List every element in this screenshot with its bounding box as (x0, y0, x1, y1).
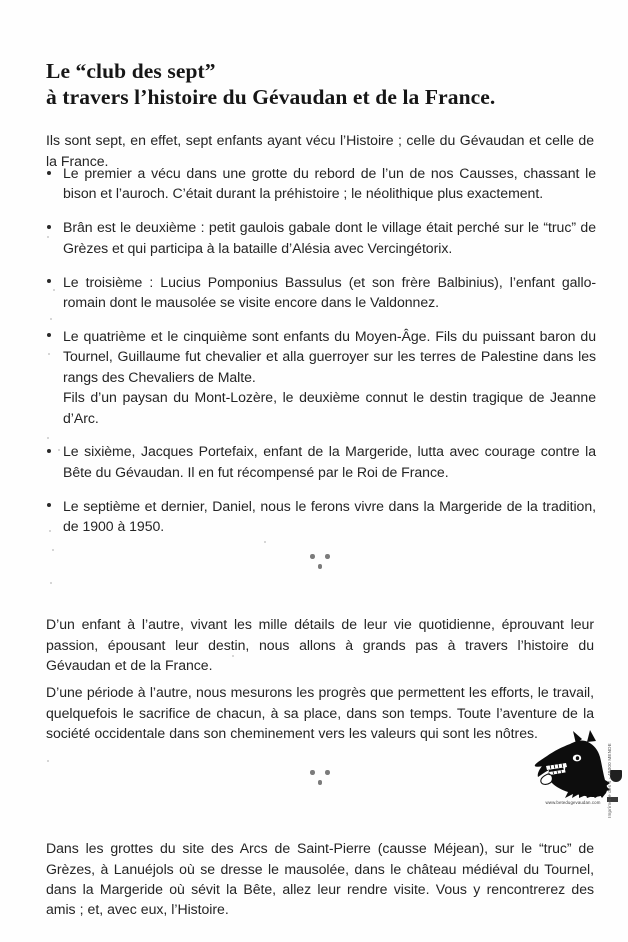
asterism-dot (325, 770, 330, 775)
bullet-dot-icon (47, 449, 51, 453)
closing-paragraph-3: Dans les grottes du site des Arcs de Saint-Pierre (causse Méjean), sur le “truc” de Grèzes, à Lanuéjols où se dresse le mausolée, dans le château médiéval du Tournel, dans la Margeride où sévit la Bête, allez leur rendre visite. Vous y rencontrerez des amis ; et, avec eux, l’Histoire. (46, 840, 594, 918)
bullet-dot-icon (47, 503, 51, 507)
asterism-dot (318, 780, 323, 785)
intro-paragraph: Ils sont sept, en effet, sept enfants ayant vécu l’Histoire ; celle du Gévaudan et celle de la France. (46, 132, 594, 169)
children-list (46, 163, 596, 550)
list-item-text: Le quatrième et le cinquième sont enfants du Moyen-Âge. Fils du puissant baron du Tournel, Guillaume fut chevalier et alla guerroyer sur les terres de Palestine dans les rangs des Chevaliers de Malte. (63, 327, 596, 385)
asterism-ornament-icon (307, 768, 335, 788)
scan-speckle (50, 582, 52, 584)
scan-speckle (264, 541, 266, 543)
bullet-dot-icon (47, 333, 51, 337)
scan-speckle (50, 318, 52, 320)
title-line-1: Le “club des sept” (46, 59, 216, 84)
scan-speckle (47, 760, 49, 762)
list-item (46, 326, 596, 428)
bullet-dot-icon (47, 225, 51, 229)
closing-paragraph-1: D’un enfant à l’autre, vivant les mille détails de leur vie quotidienne, éprouvant leur passion, épousant leur destin, nous allons à grands pas à travers l’histoire du Gévaudan et de la France. (46, 616, 594, 673)
list-item-text: Le septième et dernier, Daniel, nous le ferons vivre dans la Margeride de la tradition, de 1900 à 1950. (63, 497, 596, 535)
asterism-dot (318, 564, 323, 569)
asterism-dot (325, 554, 330, 559)
list-item (46, 496, 596, 537)
asterism-dot (310, 554, 315, 559)
scan-speckle (58, 449, 60, 451)
list-item-text: Brân est le deuxième : petit gaulois gabale dont le village était perché sur le “truc” de Grèzes et qui participa à la bataille d’Alésia avec Vercingétorix. (63, 219, 596, 256)
list-item-text: Le sixième, Jacques Portefaix, enfant de la Margeride, lutta avec courage contre la Bête du Gévaudan. Il en fut récompensé par le Roi de France. (63, 443, 596, 480)
scan-speckle (48, 353, 50, 355)
list-item (46, 441, 596, 482)
closing-paragraph-2: D’une période à l’autre, nous mesurons les progrès que permettent les efforts, le travail, quelquefois le sacrifice de chacun, à sa place, dans son temps. Toute l’aventure de la société occidentale dans son cheminement vers les valeurs qui sont les nôtres. (46, 684, 594, 741)
list-item-text: Le premier a vécu dans une grotte du rebord de l’un de nos Causses, chassant le bison et l’auroch. C’était durant la préhistoire ; le néolithique plus exactement. (63, 165, 596, 202)
scan-speckle (47, 236, 49, 238)
scan-speckle (232, 655, 234, 657)
scan-speckle (47, 437, 49, 439)
list-item (46, 272, 596, 313)
margin-imprint-text: Imprimerie des 4 - 48000 MENDE (607, 743, 612, 818)
title-line-2: à travers l’histoire du Gévaudan et de la France. (46, 85, 496, 110)
list-item (46, 163, 596, 204)
bullet-dot-icon (47, 279, 51, 283)
page-title (46, 58, 591, 110)
scan-speckle (53, 289, 55, 291)
asterism-dot (310, 770, 315, 775)
scan-speckle (52, 549, 54, 551)
logo-caption: www.betedugevaudan.com (545, 800, 601, 805)
list-item-text: Le troisième : Lucius Pomponius Bassulus (et son frère Balbinius), l’enfant gallo-romain dont le mausolée se visite encore dans le Valdonnez. (63, 273, 596, 311)
asterism-ornament-icon (307, 552, 335, 572)
scan-speckle (49, 530, 51, 532)
wolf-head-icon (532, 730, 610, 798)
list-item (46, 217, 596, 258)
beast-logo (532, 730, 616, 814)
list-item-text-secondary: Fils d’un paysan du Mont-Lozère, le deuxième connut le destin tragique de Jeanne d’Arc. (63, 389, 596, 426)
bullet-dot-icon (47, 171, 51, 175)
